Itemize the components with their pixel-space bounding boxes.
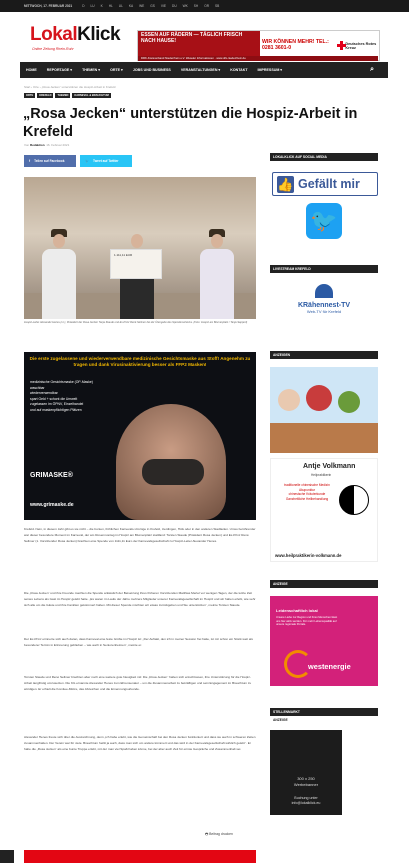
nav-impressum[interactable]: IMPRESSUM ▾ — [257, 68, 283, 72]
print-article-link[interactable] — [205, 832, 233, 838]
article-title: „Rosa Jecken“ unterstützen die Hospiz-Arbeit in Krefeld — [23, 106, 358, 140]
share-twitter-label: Tweet auf Twitter — [92, 159, 119, 163]
sidebar-ads3-title: ANZEIGE — [270, 716, 378, 724]
thumbs-up-icon: 👍 — [277, 176, 294, 192]
ad-booking-label: Buchung unter — [294, 796, 318, 800]
banner-footer: DRK-Kreisverband Niederrhein e.V. Weseler Informationen · www.drk-niederrhein.de — [138, 56, 378, 61]
donation-cheque — [110, 249, 162, 279]
facebook-like-button[interactable] — [272, 172, 378, 196]
breadcrumb: Start › Orte › „Rosa Jecken“ unterstützen die Hospiz-Arbeit in Krefeld — [24, 85, 116, 89]
ad-booking-email[interactable]: info@lokalklick.eu — [291, 801, 321, 805]
person-head — [131, 234, 143, 248]
article-meta — [24, 143, 69, 147]
top-bar — [0, 0, 409, 12]
person-body — [200, 249, 234, 319]
tag-karneval[interactable]: KARNEVAL & BRAUCHTUM — [74, 94, 109, 97]
ad-placeholder-size — [270, 776, 342, 787]
person-head — [211, 234, 223, 248]
author-prefix: Von — [24, 143, 30, 147]
ad-booking — [270, 796, 342, 806]
puppet-stage — [270, 423, 378, 453]
logo-tagline: Online Zeitung Rhein-Ruhr — [32, 47, 74, 51]
puppet-image — [306, 385, 332, 411]
nav-orte[interactable]: ORTE ▾ — [110, 68, 123, 72]
person-body — [42, 249, 76, 319]
mask-ad-item: und auf maskenpflichtigen Plätzen — [30, 407, 82, 412]
topbar-link-d[interactable]: D — [82, 4, 85, 8]
yin-yang-icon — [339, 485, 369, 515]
print-label: Beitrag drucken — [209, 832, 233, 836]
kraehennest-tv-ad[interactable] — [270, 276, 378, 334]
topbar-link-ul[interactable]: UL — [118, 4, 123, 8]
sidebar-livestream-title: LIVESTREAM KREFELD — [270, 265, 378, 273]
topbar-link-hl[interactable]: HL — [108, 4, 113, 8]
nav-veranstaltungen[interactable]: VERANSTALTUNGEN ▾ — [180, 68, 221, 72]
mask-ad-item: wiederverwendbar — [30, 391, 58, 395]
ad-label: Werbebanner — [293, 781, 319, 787]
mask-ad-item: zugelassen im ÖPNV, Einzelhandel — [30, 402, 84, 406]
nav-kontakt[interactable]: KONTAKT — [230, 68, 248, 72]
west-logo: westenergie — [308, 662, 351, 671]
mask-ad-brand: GRIMASKE® — [30, 472, 73, 479]
cheque-amount: 1.111,11 EUR — [114, 253, 133, 257]
logo-part-1: Lokal — [30, 24, 78, 45]
nav-jobs[interactable]: JOBS UND BUSINESS — [132, 68, 171, 72]
tv-subtitle: Web-TV für Krefeld — [306, 309, 342, 314]
mask-ad-item: waschbar — [30, 385, 45, 390]
topbar-link-sb[interactable]: SB — [215, 4, 220, 8]
heil-service: Ganzheitliche Heilbehandlung — [285, 496, 329, 501]
heil-name: Antje Volkmann — [303, 463, 356, 470]
main-navigation — [20, 62, 388, 78]
topbar-link-k[interactable]: K — [100, 4, 103, 8]
nav-home[interactable]: HOME — [26, 68, 37, 72]
category-tags — [24, 93, 111, 98]
article-paragraph-4: Torsten Staude und René Sellmer brachten aber noch eine weitere gute Neuigkeit mit: Die „Rosa Jecken“ haben sich entschlossen, ihre Unterstützung für die Hospiz-Arbeit langfristig umzusetzen. Die KG ernannte Alexander Henes zum Ehrensenator – um die Zusammenarbeit zu bekräftigen und sein Engagement im Brauchtum zu würdigen. Er erhielt die Komitee-Mütze, das Abzeichen und die Ernennungsurkunde. — [24, 675, 252, 691]
banner-left-text: ESSEN AUF RÄDERN — TÄGLICH FRISCH NACH HAUSE! — [138, 31, 260, 60]
banner-right-text: WIR KÖNNEN MEHR! TEL.: 0281 3601-0 — [262, 39, 329, 51]
share-facebook-button[interactable] — [24, 155, 76, 167]
topbar-link-or[interactable]: OR — [204, 4, 209, 8]
sidebar-stellenmarkt-title: STELLENMARKT — [270, 708, 378, 716]
west-desc: Unsere Liebe zur Region und ihren Menschen lässt uns hier aktiv werden. Für mehr Lebensqualität auf unsere regionale Portale. — [276, 616, 338, 627]
ad-size: 300 x 250 — [297, 776, 315, 781]
heil-sub: Heilpraktikerin — [311, 473, 332, 477]
heilpraktikerin-ad[interactable] — [270, 458, 378, 562]
bottom-red-banner[interactable] — [24, 850, 256, 863]
publish-date: 16. Februar 2021 — [46, 143, 70, 147]
topbar-link-sh[interactable]: SH — [193, 4, 199, 8]
topbar-link-vie[interactable]: VIE — [160, 4, 167, 8]
topbar-link-lu[interactable]: LU — [90, 4, 95, 8]
nav-reportage[interactable]: REPORTAGE ▾ — [46, 68, 73, 72]
mask-ad-item: spart Geld + schont die Umwelt — [30, 396, 78, 401]
tag-orte[interactable]: ORTE — [26, 94, 34, 97]
author-link[interactable]: Redaktion — [30, 143, 45, 147]
sidebar-ads2-title: ANZEIGE — [270, 580, 378, 588]
tv-logo-icon — [315, 284, 333, 298]
tag-themen[interactable]: THEMEN — [57, 94, 69, 97]
article-photo — [24, 177, 256, 319]
banner-org: Deutsches Rotes Kreuz — [345, 41, 377, 50]
tv-name: KRähennest-TV — [297, 302, 351, 309]
red-cross-icon — [337, 41, 344, 50]
site-logo[interactable] — [30, 24, 120, 46]
mask-ad-item: medizinische Gesichtsmaske (OP-Maske) — [30, 380, 93, 384]
person-head — [53, 234, 65, 248]
share-facebook-label: Teilen auf Facebook — [34, 159, 65, 163]
photo-person-right — [200, 229, 234, 319]
sidebar-ads-title: ANZEIGEN — [270, 351, 378, 359]
heil-services — [277, 483, 337, 501]
mask-ad-list — [30, 380, 93, 413]
article-paragraph-5: Alexander Henes freute sich über die Auszeichnung, denn „ich habe erlebt, wie die Gemeinschaft bei den Rosa Jecken funktioniert und dass sie auch in schweren Zeiten zusammenhalten. Der Verein war für viele. Brauchtum heißt ja auch, dass man sich um andere kümmert und das wird in der Karnevalsgesellschaft wirklich gelebt“. Er habe die „Rosa Jecken“ als eine bunte Truppe erlebt, mit der man viel Spaß haben könne, bei der aber auch Zeit für ernste Gespräche und Zusammenhalt sei. — [24, 735, 256, 751]
topbar-link-ka[interactable]: KA — [128, 4, 134, 8]
article-paragraph-1: Krefeld. Nein, in diesem Jahr gibt es sie nicht – die bunten, fröhlichen Karnevals-Umzüge in Krefeld, Uerdingen, Hüls oder in den anderen Stadtteilen. Umso berührender war dieser besondere Moment im Karneval, der am Rosenmontag im Hospiz am Blumenplatz stattfand: Torsten Staude (Präsident Rosa Jecken) und Ex-Prinz René Sellmer (1. Vorsitzender Rosa Jecken) brachten eine Spende von 1111,11 Euro der Karnevalsgesellschaft zu Hospiz-Leiter Alexander Henes. — [24, 527, 256, 543]
photo-caption: Hospiz-Leiter Alexander Henes (v.l.), Präsident der Rosa Jecken Tanja Staude und Ex-Prinz René Sellmer bei der Übergabe des Spendenschecks. (Foto: Hospiz am Blumenplatz / Tanja Sappert) — [24, 321, 248, 324]
bottom-left-bar — [0, 850, 14, 863]
printer-icon: 🖶 — [205, 832, 209, 836]
topbar-link-du[interactable]: DU — [172, 4, 177, 8]
heil-service: Akupunktur — [298, 487, 316, 492]
sidebar-social-title: LOKALKLICK AUF SOCIAL MEDIA — [270, 153, 378, 161]
tag-krefeld[interactable]: KREFELD — [39, 94, 52, 97]
article-paragraph-3: Der Ex-Prinz erinnerte sich auch daran, dass Karneval eine feste Größe im Hospiz ist: „Der Auftakt, den ich in meiner Session frei hatte, ist mir schon ein Stück weit als besonderer Termin in Erinnerung geblieben – wie auch in Seniorenheimen“, meinte er. — [24, 637, 253, 647]
logo-part-2: Klick — [77, 24, 121, 45]
face-mask-image — [142, 459, 204, 485]
facebook-icon: f — [29, 159, 31, 163]
grimaske-ad[interactable] — [24, 352, 256, 520]
west-heading: Leidenschaftlich lokal — [276, 608, 318, 613]
article-paragraph-2: Die „Rosa Jecken“ und ihre Freunde machten die Spende anlässlich der Beisetzung ihres früheren Vorsitzenden Matthias Mertel vor wenigen Tagen, der die letzte Zeit seines Lebens als Gast im Hospiz gelebt hatte. „Es waren im Laufe der Jahre mehrere Mitglieder unserer Karnevalsgesellschaft im Hospiz und wir haben erlebt, wie sehr sich alle um die Gäste und ihre Familien gekümmert haben. Mit dieser Spende möchten wir etwas zurückgeben und Sie unterstützen“, meinte Torsten Staude. — [24, 591, 256, 607]
twitter-follow-icon[interactable]: 🐦 — [306, 203, 342, 239]
heil-url: www.heilpraktikerin-volkmann.de — [275, 553, 342, 558]
fb-like-label: Gefällt mir — [298, 177, 360, 191]
share-twitter-button[interactable] — [80, 155, 132, 167]
topbar-link-wk[interactable]: WK — [182, 4, 188, 8]
site-header — [0, 12, 409, 62]
westenergie-ad[interactable] — [270, 596, 378, 686]
twitter-icon: 🐦 — [85, 159, 89, 163]
mask-ad-heading: Die erste zugelassene und wiederverwendbare medizinische Gesichtsmaske aus Stoff! Angenehm zu tragen und dank Virusinaktivierung besser als FFP2 Masken! — [29, 356, 251, 367]
topbar-link-we[interactable]: WE — [139, 4, 145, 8]
mask-ad-url: www.grimaske.de — [30, 502, 74, 508]
puppet-theater-ad[interactable] — [270, 367, 378, 453]
heil-service: traditionelle chinesische Medizin — [284, 483, 330, 487]
nav-themen[interactable]: THEMEN ▾ — [82, 68, 101, 72]
heil-service: chinesische Kräuterkunde — [288, 492, 326, 497]
photo-person-left — [42, 229, 76, 319]
topbar-link-gs[interactable]: GS — [150, 4, 155, 8]
current-date: MITTWOCH, 17. FEBRUAR 2021 — [24, 4, 73, 8]
placeholder-banner-ad[interactable] — [270, 730, 342, 815]
puppet-image — [278, 389, 300, 411]
puppet-image — [338, 391, 360, 413]
search-icon[interactable]: ⌕ — [370, 66, 374, 73]
